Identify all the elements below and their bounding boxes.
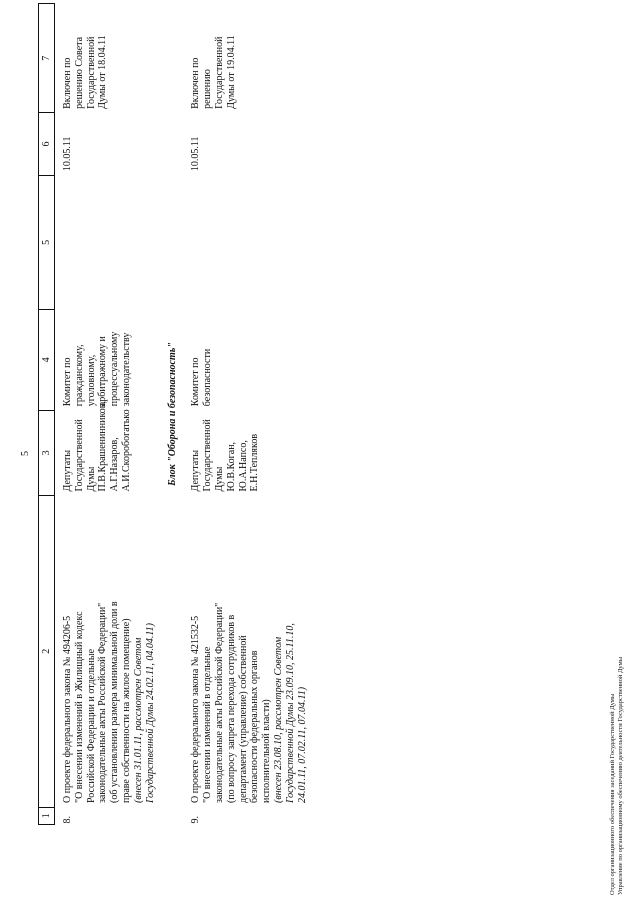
text-line: О проекте федерального закона № 421532-5	[190, 615, 202, 804]
column-header-6: 6	[39, 113, 55, 175]
text-line: Думы	[85, 466, 97, 492]
bill-authors	[190, 410, 308, 495]
text-line: законодательные акты Российской Федерации"	[213, 602, 225, 804]
agenda-table	[38, 3, 308, 825]
block-title: Блок "Оборона и безопасность"	[167, 342, 179, 486]
text-line: исполнительной власти)	[261, 699, 273, 804]
column-header-4: 4	[39, 310, 55, 411]
text-line: Думы	[213, 466, 225, 492]
page-number: 5	[20, 451, 31, 456]
text-line: Включен по	[62, 57, 73, 109]
text-line: О проекте федерального закона № 494206-5	[62, 615, 73, 804]
column-5-cell	[62, 175, 156, 309]
text-line: Включен по	[190, 57, 202, 109]
consideration-date: 10.05.11	[62, 136, 73, 172]
text-line: Комитет по	[190, 357, 202, 407]
text-line: Государственной	[85, 36, 97, 109]
text-line: Государственной	[73, 419, 85, 492]
text-line: безопасности федеральных органов	[249, 650, 261, 804]
bill-note: (внесен 31.01.11, рассмотрен Советом	[132, 637, 144, 804]
text-line: безопасности	[202, 348, 214, 407]
text-line: Российской Федерации и отдельные	[85, 648, 97, 804]
item-number: 8.	[62, 816, 73, 824]
bill-note: 24.01.11, 07.02.11, 07.04.11)	[296, 686, 308, 804]
text-line: законодательные акты Российской Федерации"	[97, 602, 109, 804]
text-line: (по вопросу запрета перехода сотрудников в	[225, 614, 237, 804]
bill-authors	[62, 400, 156, 495]
text-line: Государственной	[213, 36, 225, 109]
text-line: А.Г.Назаров,	[109, 437, 121, 492]
text-line: законодательству	[120, 332, 132, 407]
bill-note: (внесен 23.08.10, рассмотрен Советом	[272, 636, 284, 804]
item-number: 9.	[190, 816, 202, 824]
column-header-1: 1	[39, 807, 55, 824]
text-line: Думы от 19.04.11	[225, 35, 237, 109]
inclusion-decision	[190, 4, 308, 113]
text-line: решению	[202, 69, 214, 109]
text-line: П.В.Крашенинников,	[97, 400, 109, 492]
text-line: А.И.Скоробогатько	[120, 409, 132, 492]
text-line: "О внесении изменений в отдельные	[202, 646, 214, 804]
responsible-committee	[62, 310, 156, 411]
text-line: решению Совета	[73, 36, 85, 109]
block-heading-row	[156, 4, 190, 825]
column-header-2: 2	[39, 495, 55, 807]
column-5-cell	[190, 175, 308, 309]
text-line: департамент (управление) собственной	[237, 635, 249, 804]
column-header-3: 3	[39, 410, 55, 495]
text-line: уголовному,	[85, 354, 97, 407]
bill-note: Государственной Думы 23.09.10, 25.11.10,	[284, 623, 296, 804]
text-line: Депутаты	[190, 449, 202, 492]
bill-title	[62, 495, 156, 807]
table-row	[62, 4, 156, 825]
text-line: Ю.В.Коган,	[225, 441, 237, 492]
inclusion-decision	[62, 4, 156, 113]
table-row	[190, 4, 308, 825]
bill-note: Государственной Думы 24.02.11, 04.04.11)	[144, 623, 156, 804]
text-line: Думы от 18.04.11	[97, 35, 109, 109]
footer-directorate: Управление по организационному обеспечению деятельности Государственной Думы	[617, 656, 624, 895]
text-line: "О внесении изменений в Жилищный кодекс	[73, 611, 85, 804]
text-line: (об установлении размера минимальной доли в	[109, 601, 121, 804]
text-line: праве собственности на жилое помещение)	[120, 618, 132, 804]
column-header-7: 7	[39, 4, 55, 113]
text-line: Депутаты	[62, 449, 73, 492]
text-line: арбитражному и	[97, 336, 109, 407]
footer-department: Отдел организационного обеспечения заседаний Государственной Думы	[609, 693, 616, 895]
responsible-committee	[190, 310, 308, 411]
text-line: Ю.А.Напсо,	[237, 440, 249, 492]
text-line: Комитет по	[62, 357, 73, 407]
consideration-date: 10.05.11	[190, 136, 202, 172]
header-row	[39, 4, 55, 825]
bill-title	[190, 495, 308, 807]
text-line: Е.Н.Тепляков	[249, 433, 261, 492]
column-header-5: 5	[39, 175, 55, 309]
text-line: процессуальному	[109, 331, 121, 407]
text-line: гражданскому,	[73, 344, 85, 407]
text-line: Государственной	[202, 419, 214, 492]
